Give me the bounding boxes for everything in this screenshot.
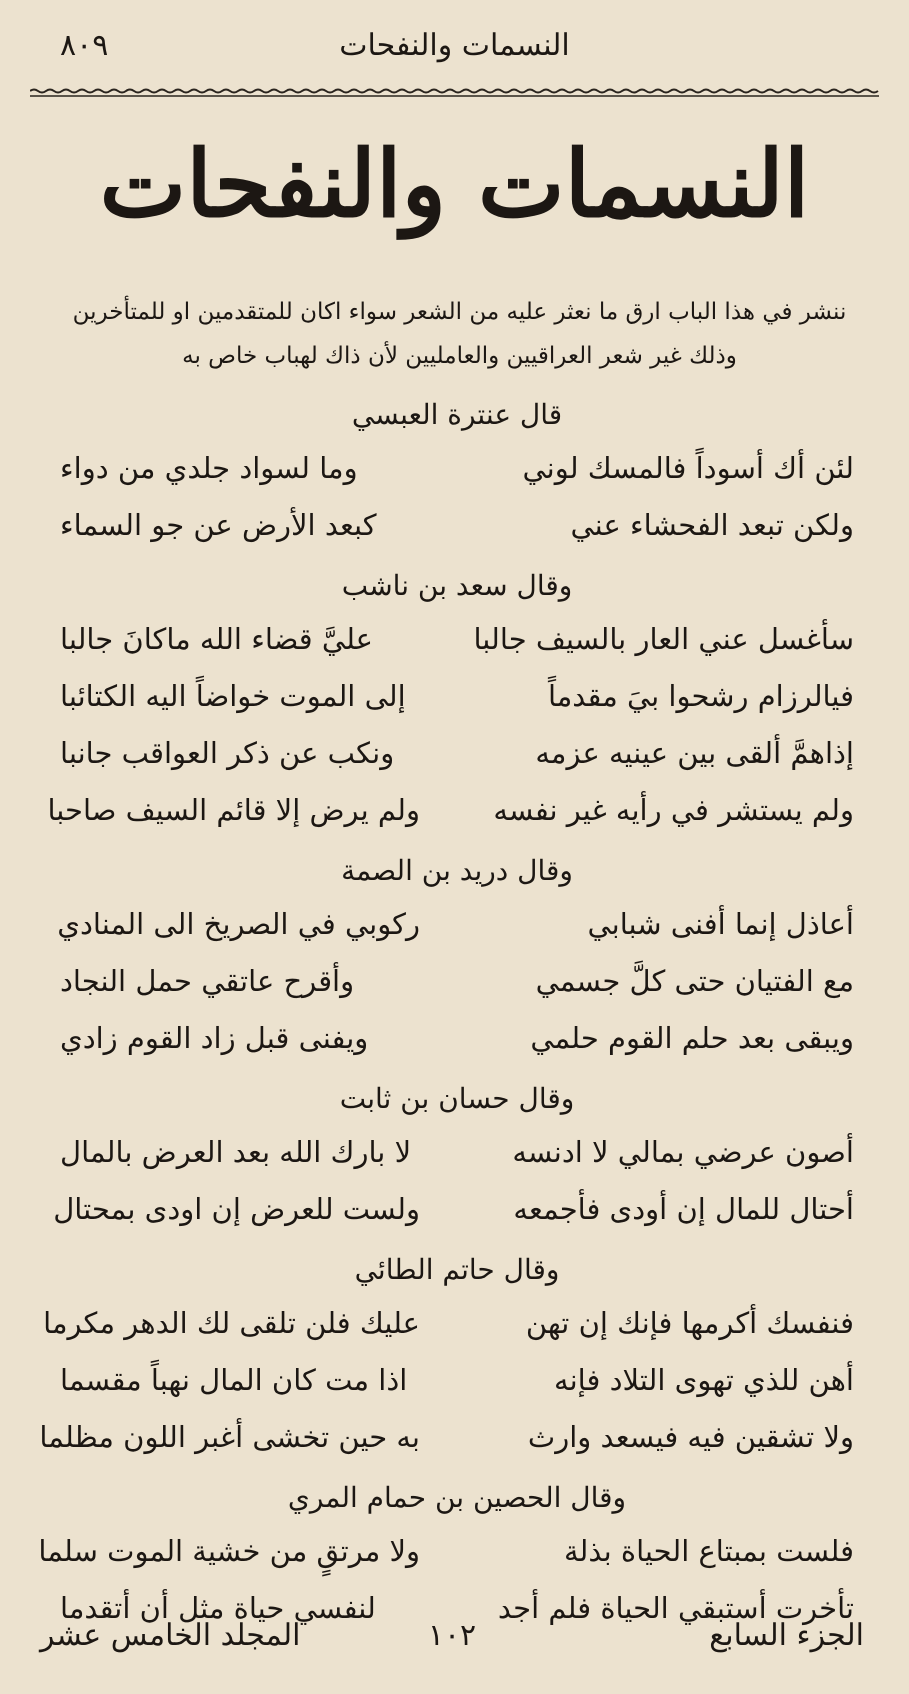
second-hemistich: ولم يرض إلا قائم السيف صاحبا bbox=[47, 793, 420, 827]
intro-line: ننشر في هذا الباب ارق ما نعثر عليه من الشعر سواء اكان للمتقدمين او للمتأخرين bbox=[72, 299, 847, 325]
page-header bbox=[40, 22, 869, 72]
first-hemistich: فلست بمبتاع الحياة بذلة bbox=[563, 1534, 854, 1568]
first-hemistich: ولم يستشر في رأيه غير نفسه bbox=[493, 793, 854, 827]
second-hemistich: ونكب عن ذكر العواقب جانبا bbox=[60, 736, 395, 770]
second-hemistich: عليك فلن تلقى لك الدهر مكرما bbox=[43, 1306, 420, 1340]
second-hemistich: ويفنى قبل زاد القوم زادي bbox=[60, 1021, 369, 1055]
verse-line bbox=[60, 671, 854, 728]
verse-line bbox=[60, 1355, 854, 1412]
first-hemistich: أهن للذي تهوى التلاد فإنه bbox=[554, 1363, 854, 1397]
first-hemistich: تأخرت أستبقي الحياة فلم أجد bbox=[497, 1591, 854, 1625]
intro-line: وذلك غير شعر العراقيين والعامليين لأن ذاك لهباب خاص به bbox=[182, 343, 737, 369]
running-title: النسمات والنفحات bbox=[339, 28, 570, 63]
verse-line bbox=[53, 1184, 854, 1241]
poem bbox=[60, 386, 854, 557]
header-rule bbox=[30, 88, 879, 98]
second-hemistich: لا بارك الله بعد العرض بالمال bbox=[60, 1135, 412, 1169]
first-hemistich: أعاذل إنما أفنى شبابي bbox=[587, 907, 854, 941]
verse-line bbox=[39, 1412, 854, 1469]
second-hemistich: وأقرح عاتقي حمل النجاد bbox=[60, 964, 355, 998]
second-hemistich: ولست للعرض إن اودى بمحتال bbox=[53, 1192, 420, 1226]
poem bbox=[39, 1241, 854, 1469]
poem-attribution: وقال دريد بن الصمة bbox=[341, 854, 573, 887]
folio-number: ١٠٢ bbox=[427, 1618, 477, 1653]
poem bbox=[38, 1469, 854, 1640]
poem bbox=[47, 557, 854, 842]
first-hemistich: فنفسك أكرمها فإنك إن تهن bbox=[525, 1306, 854, 1340]
poem bbox=[53, 1070, 854, 1241]
verse-line bbox=[60, 728, 854, 785]
first-hemistich: ويبقى بعد حلم القوم حلمي bbox=[530, 1021, 854, 1055]
page-number: ٨٠٩ bbox=[60, 28, 109, 63]
intro-paragraph bbox=[70, 290, 849, 378]
second-hemistich: إلى الموت خواضاً اليه الكتائبا bbox=[60, 679, 406, 713]
verse-line bbox=[47, 785, 854, 842]
volume-label: المجلد الخامس عشر bbox=[40, 1618, 301, 1653]
first-hemistich: إذاهمَّ ألقى بين عينيه عزمه bbox=[535, 736, 854, 770]
poem-attribution: وقال حسان بن ثابت bbox=[339, 1082, 575, 1115]
poem-attribution: وقال سعد بن ناشب bbox=[341, 569, 573, 602]
poems-list bbox=[38, 386, 854, 1640]
first-hemistich: مع الفتيان حتى كلَّ جسمي bbox=[535, 964, 854, 998]
verse-line bbox=[60, 956, 854, 1013]
verse-line bbox=[60, 443, 854, 500]
poem-attribution: وقال الحصين بن حمام المري bbox=[287, 1481, 627, 1514]
verse-line bbox=[60, 500, 854, 557]
first-hemistich: فيالرزام رشحوا بيَ مقدماً bbox=[547, 679, 854, 713]
poem-attribution: وقال حاتم الطائي bbox=[354, 1253, 560, 1286]
first-hemistich: أحتال للمال إن أودى فأجمعه bbox=[513, 1192, 854, 1226]
second-hemistich: لنفسي حياة مثل أن أتقدما bbox=[60, 1591, 376, 1625]
second-hemistich: به حين تخشى أغبر اللون مظلما bbox=[39, 1420, 420, 1454]
first-hemistich: ولا تشقين فيه فيسعد وارث bbox=[527, 1420, 854, 1454]
first-hemistich: أصون عرضي بمالي لا ادنسه bbox=[512, 1135, 854, 1169]
second-hemistich: وما لسواد جلدي من دواء bbox=[60, 451, 358, 485]
verse-line bbox=[43, 1298, 854, 1355]
issue-part: الجزء السابع bbox=[709, 1618, 864, 1653]
verse-line bbox=[60, 1127, 854, 1184]
second-hemistich: ولا مرتقٍ من خشية الموت سلما bbox=[38, 1534, 420, 1568]
poem-attribution: قال عنترة العبسي bbox=[351, 398, 563, 431]
second-hemistich: اذا مت كان المال نهباً مقسما bbox=[60, 1363, 408, 1397]
poem bbox=[57, 842, 854, 1070]
verse-line bbox=[57, 899, 854, 956]
first-hemistich: ولكن تبعد الفحشاء عني bbox=[570, 508, 854, 542]
section-title: النسمات والنفحات bbox=[99, 130, 810, 238]
second-hemistich: عليَّ قضاء الله ماكانَ جالبا bbox=[60, 622, 373, 656]
second-hemistich: ركوبي في الصريخ الى المنادي bbox=[57, 907, 420, 941]
first-hemistich: سأغسل عني العار بالسيف جالبا bbox=[473, 622, 854, 656]
page-footer bbox=[40, 1618, 864, 1668]
first-hemistich: لئن أك أسوداً فالمسك لوني bbox=[522, 451, 854, 485]
second-hemistich: كبعد الأرض عن جو السماء bbox=[60, 508, 377, 542]
verse-line bbox=[38, 1526, 854, 1583]
verse-line bbox=[60, 1013, 854, 1070]
verse-line bbox=[60, 614, 854, 671]
